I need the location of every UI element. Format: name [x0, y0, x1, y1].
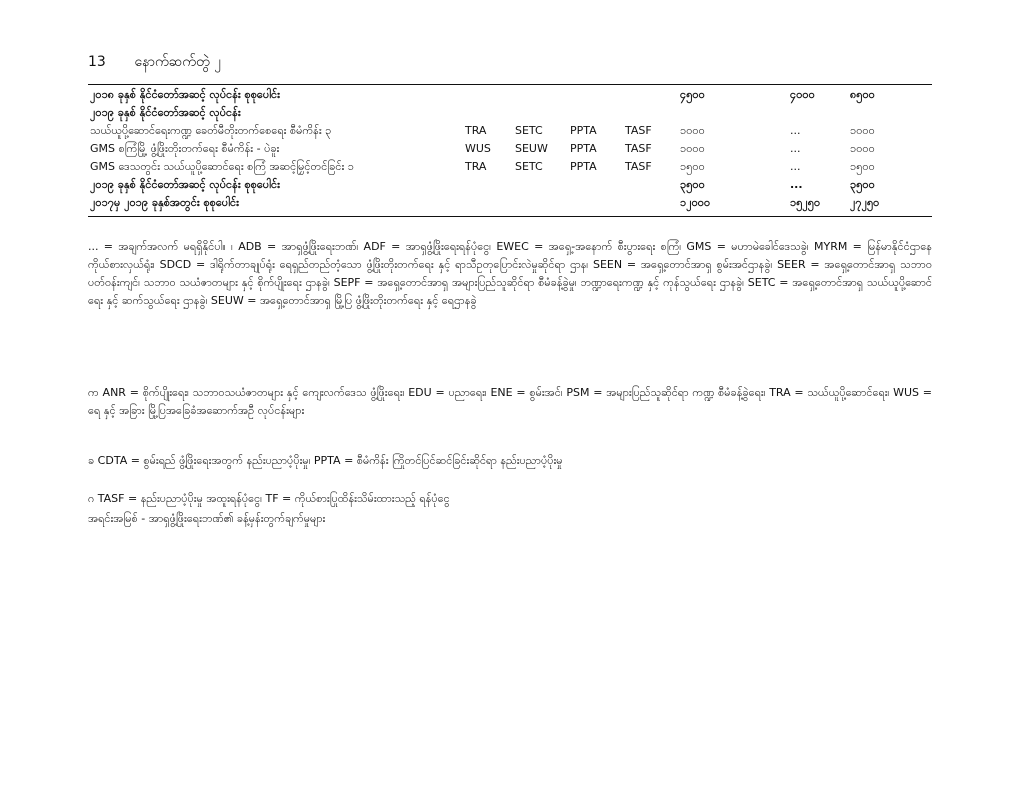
division-cell	[513, 194, 568, 212]
division-cell: SETC	[515, 160, 543, 173]
page-number: 13	[88, 54, 106, 70]
sector-cell	[463, 194, 513, 212]
amount-other-cell	[788, 104, 848, 122]
amount-adb-cell: ၁၂၀၀၀	[680, 196, 711, 209]
abbreviations-note: ... = အချက်အလက် မရရှိနိုင်ပါ။ ၊ ADB = အာရှဖွံ့ဖြိုးရေးဘဏ်၊ ADF = အာရှဖွံ့ဖြိုးရေးရန်ပုံငွေ၊ EWEC = အရှေ့-အနောက် စီးပွားရေး စကြံ၊ GMS = မဟာမဲခေါင်ဒေသခွဲ၊ MYRM = မြန်မာနိုင်ငံဌာနေကိုယ်စားလှယ်ရုံး၊ SDCD = ဒါရိုက်တာချုပ်ရုံး ရေရှည်တည်တံ့သော ဖွံ့ဖြိုးတိုးတက်ရေး နှင့် ရာသီဥတုပြောင်းလဲမှုဆိုင်ရာ ဌာန၊ SEEN = အရှေ့တောင်အာရှ စွမ်းအင်ဌာနခွဲ၊ SEER = အရှေ့တောင်အာရှ သဘာဝပတ်ဝန်းကျင်၊ သဘာဝ သယံဇာတများ နှင့် စိုက်ပျိုးရေး ဌာနခွဲ၊ SEPF = အရှေ့တောင်အာရှ အများပြည်သူဆိုင်ရာ စီမံခန့်ခွဲမှု၊ ဘဏ္ဍာရေးကဏ္ဍ နှင့် ကုန်သွယ်ရေး ဌာနခွဲ၊ SETC = အရှေ့တောင်အာရှ သယ်ယူပို့ဆောင်ရေး နှင့် ဆက်သွယ်ရေး ဌာနခွဲ၊ SEUW = အရှေ့တောင်အာရှ မြို့ပြ ဖွံ့ဖြိုးတိုးတက်ရေး နှင့် ရေဌာနခွဲ	[88, 240, 932, 307]
project-name-cell: သယ်ယူပို့ဆောင်ရေးကဏ္ဍ ခေတ်မီတိုးတက်စေရေး စီမံကိန်း ၃	[90, 124, 332, 137]
amount-other-cell: ...	[790, 160, 801, 173]
project-name-cell: ၂၀၁၉ ခုနှစ် နိုင်ငံတော်အဆင့် လုပ်ငန်း စုစုပေါင်း	[90, 178, 280, 191]
page-header	[88, 52, 221, 73]
table-row	[88, 104, 908, 122]
amount-adb-cell: ၁၀၀၀	[680, 124, 705, 137]
type-cell: PPTA	[570, 160, 597, 173]
amount-adb-cell: ၁၀၀၀	[680, 142, 705, 155]
table-top-rule	[88, 84, 932, 85]
amount-adb-cell: ၄၅၀၀	[680, 88, 705, 101]
fund-cell: TASF	[625, 160, 652, 173]
amount-adb-cell: ၁၅၀၀	[680, 160, 705, 173]
table-row	[88, 194, 908, 212]
type-cell	[568, 104, 623, 122]
division-cell: SEUW	[515, 142, 548, 155]
type-cell: PPTA	[570, 124, 597, 137]
table-row	[88, 122, 908, 140]
amount-total-cell: ၁၅၀၀	[850, 160, 875, 173]
project-name-cell: ၂၀၁၇မှ ၂၀၁၉ ခုနှစ်အတွင်း စုစုပေါင်း	[90, 196, 239, 209]
amount-adb-cell: ၃၅၀၀	[680, 178, 705, 191]
amount-adb-cell	[678, 104, 788, 122]
project-name-cell: ၂၀၁၈ ခုနှစ် နိုင်ငံတော်အဆင့် လုပ်ငန်း စုစုပေါင်း	[90, 88, 280, 101]
table-bottom-rule	[88, 216, 932, 217]
amount-other-cell: ...	[790, 178, 803, 191]
division-cell	[513, 176, 568, 194]
division-cell	[513, 86, 568, 104]
project-name-cell: ၂၀၁၉ ခုနှစ် နိုင်ငံတော်အဆင့် လုပ်ငန်း	[90, 106, 241, 119]
sector-cell	[463, 104, 513, 122]
amount-other-cell: ...	[790, 124, 801, 137]
amount-total-cell: ၈၅၀၀	[850, 88, 875, 101]
division-cell: SETC	[515, 124, 543, 137]
table-row	[88, 86, 908, 104]
project-name-cell: GMS ဒေသတွင်း သယ်ယူပို့ဆောင်ရေး စကြံ အဆင့်မြှင့်တင်ခြင်း ၁	[90, 160, 354, 173]
footnote-c: ဂ TASF = နည်းပညာပံ့ပိုးမှု အထူးရန်ပုံငွေ၊ TF = ကိုယ်စားပြုထိန်းသိမ်းထားသည့် ရန်ပုံငွေ	[88, 492, 450, 505]
type-cell	[568, 176, 623, 194]
type-cell	[568, 86, 623, 104]
division-cell	[513, 104, 568, 122]
table-row	[88, 140, 908, 158]
table-row	[88, 176, 908, 194]
footnote-b: ခ CDTA = စွမ်းရည် ဖွံ့ဖြိုးရေးအတွက် နည်းပညာပံ့ပိုးမှု၊ PPTA = စီမံကိန်း ကြိုတင်ပြင်ဆင်ခြင်းဆိုင်ရာ နည်းပညာပံ့ပိုးမှု	[88, 454, 563, 467]
amount-total-cell: ၂၇၂၅၀	[850, 196, 880, 209]
amount-total-cell: ၁၀၀၀	[850, 124, 875, 137]
source-note: အရင်းအမြစ် - အာရှဖွံ့ဖြိုးရေးဘဏ်၏ ခန့်မှန်းတွက်ချက်မှုများ	[88, 512, 326, 525]
amount-other-cell: ၄၀၀၀	[790, 88, 815, 101]
footnote-a: က ANR = စိုက်ပျိုးရေး၊ သဘာဝသယံဇာတများ နှင့် ကျေးလက်ဒေသ ဖွံ့ဖြိုးရေး၊ EDU = ပညာရေး၊ ENE = စွမ်းအင်၊ PSM = အများပြည်သူဆိုင်ရာ ကဏ္ဍ စီမံခန့်ခွဲရေး၊ TRA = သယ်ယူပို့ဆောင်ရေး၊ WUS = ရေ နှင့် အခြား မြို့ပြအခြေခံအဆောက်အဦ လုပ်ငန်းများ	[88, 386, 932, 417]
sector-cell	[463, 176, 513, 194]
table-row	[88, 158, 908, 176]
fund-cell: TASF	[625, 124, 652, 137]
appendix-title: နောက်ဆက်တွဲ ၂	[134, 54, 221, 70]
amount-total-cell	[848, 104, 908, 122]
sector-cell	[463, 86, 513, 104]
project-name-cell: GMS စကြံမြို့ ဖွံ့ဖြိုးတိုးတက်ရေး စီမံကိန်း - ပဲခူး	[90, 142, 280, 155]
fund-cell	[623, 104, 678, 122]
amount-total-cell: ၁၀၀၀	[850, 142, 875, 155]
fund-cell	[623, 194, 678, 212]
amount-total-cell: ၃၅၀၀	[850, 178, 875, 191]
sector-cell: WUS	[465, 142, 491, 155]
assistance-table	[88, 86, 908, 212]
sector-cell: TRA	[465, 160, 487, 173]
fund-cell: TASF	[625, 142, 652, 155]
amount-other-cell: ၁၅၂၅၀	[790, 196, 821, 209]
amount-other-cell: ...	[790, 142, 801, 155]
sector-cell: TRA	[465, 124, 487, 137]
type-cell: PPTA	[570, 142, 597, 155]
fund-cell	[623, 176, 678, 194]
fund-cell	[623, 86, 678, 104]
type-cell	[568, 194, 623, 212]
